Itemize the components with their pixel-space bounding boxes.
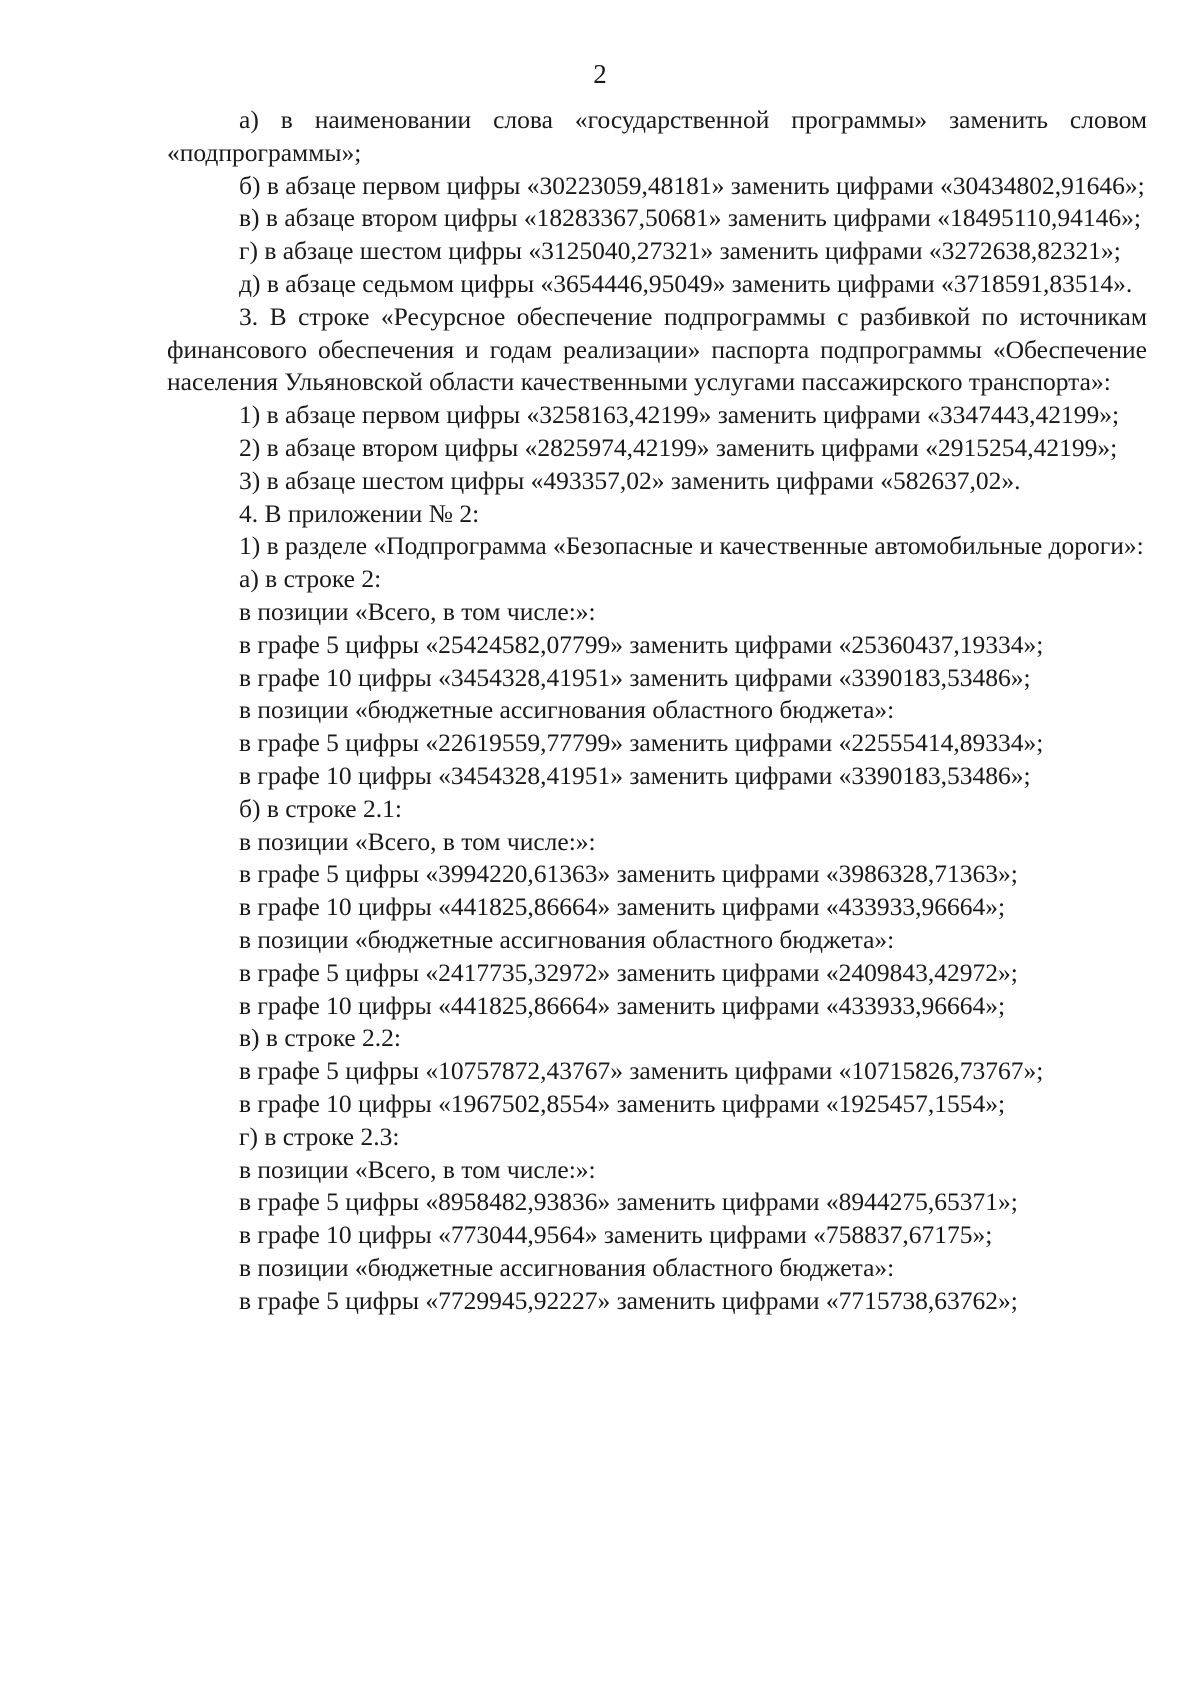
document-line: в графе 10 цифры «441825,86664» заменить цифрами «433933,96664»;	[239, 990, 1006, 1020]
document-line: в графе 5 цифры «10757872,43767» заменить цифрами «10715826,73767»;	[239, 1056, 1044, 1086]
document-paragraph: в) в абзаце втором цифры «18283367,50681» заменить цифрами «18495110,94146»;	[239, 203, 1142, 233]
document-paragraph: 2) в абзаце втором цифры «2825974,42199» заменить цифрами «2915254,42199»;	[239, 432, 1118, 462]
document-line: в позиции «бюджетные ассигнования областного бюджета»:	[239, 695, 895, 725]
document-line: в графе 10 цифры «3454328,41951» заменить цифрами «3390183,53486»;	[239, 760, 1031, 790]
document-line: 3) в абзаце шестом цифры «493357,02» заменить цифрами «582637,02».	[239, 465, 1021, 495]
document-line: б) в строке 2.1:	[239, 793, 402, 823]
document-line: в позиции «бюджетные ассигнования областного бюджета»:	[239, 924, 895, 954]
document-paragraph: а) в наименовании слова «государственной программы» заменить словом «подпрограммы»;	[167, 105, 1147, 167]
document-paragraph: 1) в абзаце первом цифры «3258163,42199» заменить цифрами «3347443,42199»;	[239, 400, 1120, 430]
document-line: в позиции «бюджетные ассигнования областного бюджета»:	[239, 1252, 895, 1282]
document-paragraph: г) в абзаце шестом цифры «3125040,27321» заменить цифрами «3272638,82321»;	[239, 236, 1121, 266]
document-line: г) в строке 2.3:	[239, 1121, 400, 1151]
document-line: в графе 10 цифры «1967502,8554» заменить цифрами «1925457,1554»;	[239, 1088, 1006, 1118]
document-paragraph: 3. В строке «Ресурсное обеспечение подпрограммы с разбивкой по источникам финансового обеспечения и годам реализации» паспорта подпрограммы «Обеспечение населения Ульяновской области качественными услугами пассажирского транспорта»:	[167, 301, 1147, 397]
document-line: а) в строке 2:	[239, 564, 382, 594]
document-paragraph: б) в абзаце первом цифры «30223059,48181» заменить цифрами «30434802,91646»;	[239, 170, 1145, 200]
document-line: в графе 5 цифры «7729945,92227» заменить цифрами «7715738,63762»;	[239, 1285, 1018, 1315]
document-body	[167, 104, 1147, 1317]
document-line: в графе 5 цифры «2417735,32972» заменить цифрами «2409843,42972»;	[239, 957, 1018, 987]
document-line: в позиции «Всего, в том числе:»:	[239, 596, 596, 626]
document-line: в графе 10 цифры «773044,9564» заменить цифрами «758837,67175»;	[239, 1220, 993, 1250]
document-line: в графе 5 цифры «25424582,07799» заменить цифрами «25360437,19334»;	[239, 629, 1044, 659]
document-line: в позиции «Всего, в том числе:»:	[239, 826, 596, 856]
document-line: в графе 10 цифры «3454328,41951» заменить цифрами «3390183,53486»;	[239, 662, 1031, 692]
document-line: в графе 5 цифры «22619559,77799» заменить цифрами «22555414,89334»;	[239, 728, 1044, 758]
document-paragraph: д) в абзаце седьмом цифры «3654446,95049» заменить цифрами «3718591,83514».	[239, 268, 1133, 298]
document-paragraph: 1) в разделе «Подпрограмма «Безопасные и качественные автомобильные дороги»:	[239, 531, 1144, 561]
document-line: в графе 5 цифры «8958482,93836» заменить цифрами «8944275,65371»;	[239, 1187, 1018, 1217]
page-number: 2	[593, 59, 607, 89]
document-line: 4. В приложении № 2:	[239, 498, 480, 528]
document-line: в графе 5 цифры «3994220,61363» заменить цифрами «3986328,71363»;	[239, 859, 1018, 889]
document-line: в позиции «Всего, в том числе:»:	[239, 1154, 596, 1184]
document-line: в) в строке 2.2:	[239, 1023, 402, 1053]
document-line: в графе 10 цифры «441825,86664» заменить цифрами «433933,96664»;	[239, 892, 1006, 922]
